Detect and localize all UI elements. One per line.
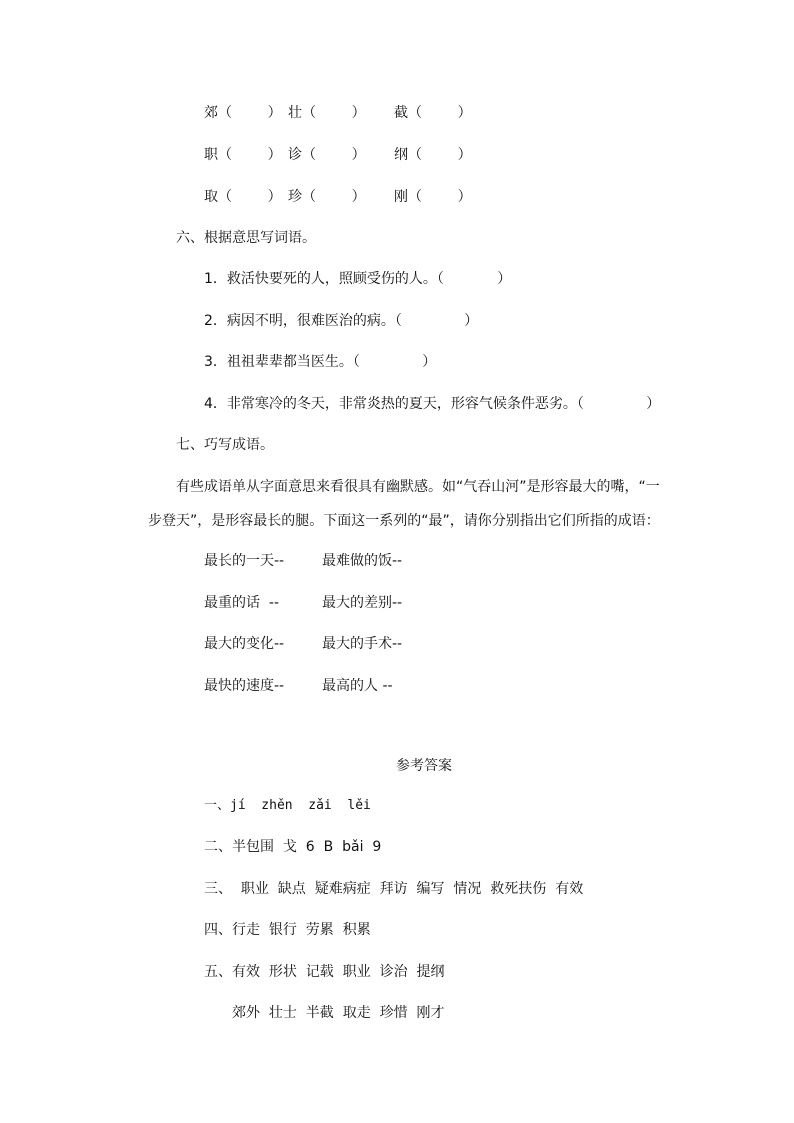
superlative-item: 最大的手术-- [322,636,403,652]
section7-paragraph-line-1: 有些成语单从字面意思来看很具有幽默感。如“气吞山河”是形容最大的嘴，“一 [176,479,660,495]
superlative-item: 最难做的饭-- [322,553,403,569]
grid-cell-2-1: 职（ ） [204,147,282,163]
grid-cell-3-2: 珍（ ） [288,189,366,205]
answer-5-continuation: 郊外 壮士 半截 取走 珍惜 刚才 [232,1005,445,1021]
superlative-item: 最重的话 -- [204,595,280,611]
grid-cell-3-3: 刚（ ） [394,189,472,205]
grid-cell-2-3: 纲（ ） [394,147,472,163]
grid-cell-1-1: 郊（ ） [204,105,282,121]
section6-item-3: 3．祖祖辈辈都当医生。（ ） [204,354,437,370]
section6-heading: 六、根据意思写词语。 [176,230,316,246]
grid-cell-1-2: 壮（ ） [288,105,366,121]
section7-heading: 七、巧写成语。 [176,437,274,453]
section6-item-4: 4．非常寒冷的冬天，非常炎热的夏天，形容气候条件恶劣。（ ） [204,396,661,412]
superlative-item: 最快的速度-- [204,678,285,694]
section6-item-2: 2．病因不明，很难医治的病。（ ） [204,313,479,329]
answer-3: 三、 职业 缺点 疑难病症 拜访 编写 情况 救死扶伤 有效 [204,881,584,897]
grid-cell-2-2: 诊（ ） [288,147,366,163]
superlative-item: 最高的人 -- [322,678,393,694]
answer-1: 一、jí zhěn zǎi lěi [204,798,371,813]
grid-cell-1-3: 截（ ） [394,105,472,121]
answers-title: 参考答案 [396,758,452,774]
grid-cell-3-1: 取（ ） [204,189,282,205]
answer-2: 二、半包围 戈 6 B bǎi 9 [204,839,382,855]
superlative-item: 最大的变化-- [204,636,285,652]
superlative-item: 最长的一天-- [204,553,285,569]
answer-5: 五、有效 形状 记载 职业 诊治 提纲 [204,964,445,980]
answer-4: 四、行走 银行 劳累 积累 [204,922,371,938]
section7-paragraph-line-2: 步登天”，是形容最长的腿。下面这一系列的“最”，请你分别指出它们所指的成语： [148,513,660,529]
section6-item-1: 1．救活快要死的人，照顾受伤的人。（ ） [204,271,512,287]
superlative-item: 最大的差别-- [322,595,403,611]
